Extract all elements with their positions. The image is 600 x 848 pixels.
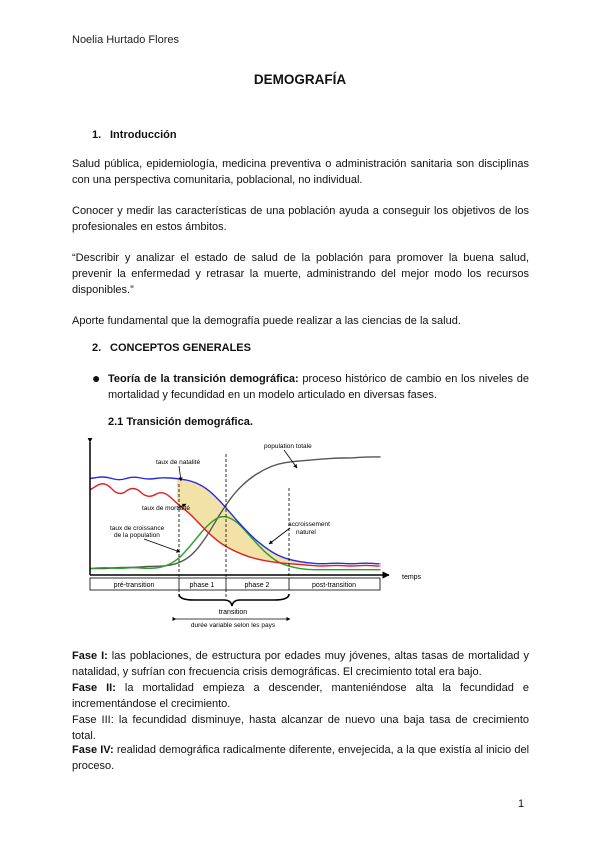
section-2-number: 2. (92, 342, 102, 354)
arrow-natural-increase (269, 528, 290, 544)
transition-brace (179, 594, 289, 606)
label-total-population: population totale (264, 443, 312, 450)
page-header-author: Noelia Hurtado Flores (72, 34, 179, 46)
section-2-title: CONCEPTOS GENERALES (110, 342, 251, 354)
bullet-description: proceso histórico de cambio en los niveles de mortalidad y fecundidad en un modelo articulado en diversas fases. (108, 373, 530, 401)
section-2-heading (92, 342, 251, 354)
label-post-transition: post-transition (312, 582, 356, 589)
phase-2-label: Fase II: (72, 682, 116, 694)
phase-4-description: realidad demográfica radicalmente diferente, envejecida, a la que existía al inicio del proceso. (72, 744, 530, 772)
section-1-title: Introducción (110, 129, 177, 141)
phase-3-label: Fase III: (72, 714, 114, 726)
section-1-heading (92, 129, 177, 141)
bullet-paragraph (108, 371, 529, 403)
phase-1-text (72, 648, 529, 680)
section-1-number: 1. (92, 129, 102, 141)
phase-3-description: la fecundidad disminuye, hasta alcanzar de nuevo una baja tasa de crecimiento total. (72, 714, 529, 742)
intro-paragraph-3: “Describir y analizar el estado de salud de la población para promover la buena salud, prevenir la enfermedad y retrasar la muerte, administrando del mejor modo los recursos disponibles.” (72, 252, 529, 296)
bullet-term: Teoría de la transición demográfica: (108, 373, 299, 385)
phase-3-text (72, 712, 529, 744)
label-duration: durée variable selon les pays (190, 622, 276, 629)
label-pre-transition: pré-transition (113, 582, 155, 589)
x-axis-label: temps (402, 574, 422, 581)
label-phase-1: phase 1 (189, 582, 215, 589)
phase-2-description: la mortalidad empieza a descender, manteniéndose alta la fecundidad e incrementándose el crecimiento. (72, 682, 529, 710)
page-number: 1 (518, 798, 525, 810)
phase-2-text (72, 680, 529, 712)
bullet-dot: ● (92, 370, 101, 386)
document-title: DEMOGRAFÍA (253, 72, 347, 87)
label-death-rate: taux de mortalité (142, 505, 191, 512)
phase-1-description: las poblaciones, de estructura por edades muy jóvenes, altas tasas de mortalidad y natalidad, y sufrían con frecuencia crisis demográficas. El crecimiento total era bajo. (72, 650, 530, 678)
intro-paragraph-4: Aporte fundamental que la demografía puede realizar a las ciencias de la salud. (72, 315, 461, 327)
demographic-transition-chart (84, 438, 424, 630)
phase-4-label: Fase IV: (72, 744, 114, 756)
label-phase-2: phase 2 (244, 582, 270, 589)
label-growth-rate: taux de croissance de la population (110, 525, 165, 539)
arrow-growth-rate (144, 539, 180, 552)
phase-1-label: Fase I: (72, 650, 108, 662)
phase-4-text (72, 742, 529, 774)
intro-paragraph-1: Salud pública, epidemiología, medicina preventiva o administración sanitaria son disciplinas con una perspectiva comunitaria, poblacional, no individual. (72, 158, 529, 186)
intro-paragraph-2: Conocer y medir las características de una población ayuda a conseguir los objetivos de los profesionales en estos ámbitos. (72, 205, 529, 233)
label-natural-increase: accroissement naturel (288, 521, 330, 536)
label-birth-rate: taux de natalité (156, 459, 201, 466)
label-transition: transition (218, 609, 248, 616)
arrow-total-population (284, 450, 297, 468)
subsection-heading: 2.1 Transición demográfica. (108, 416, 253, 428)
